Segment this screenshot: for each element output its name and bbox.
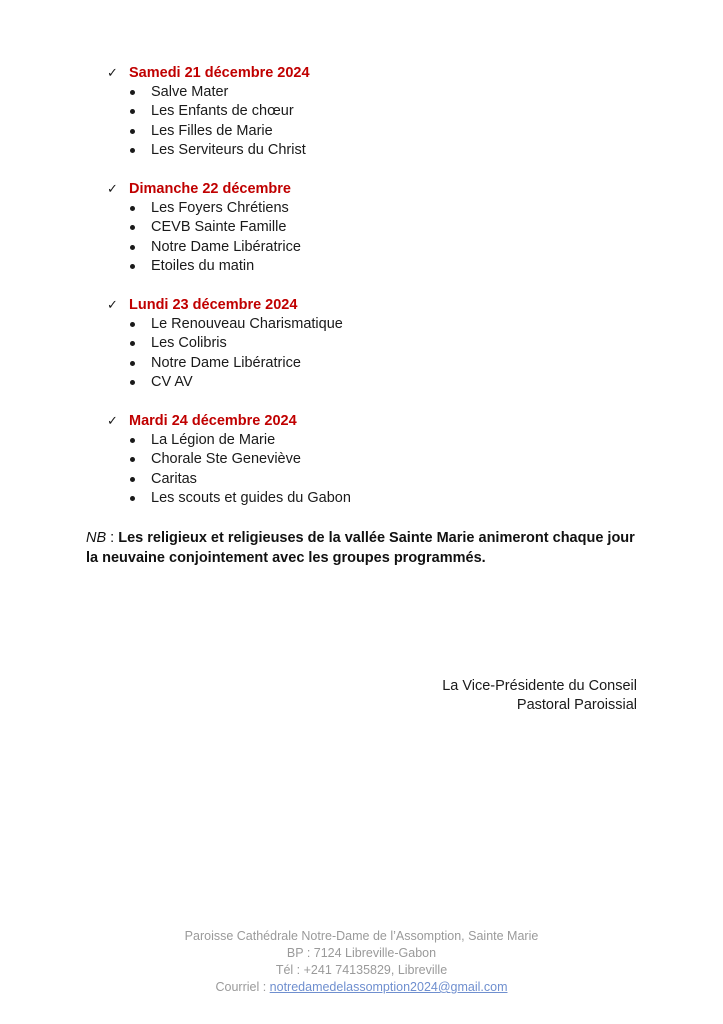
list-item: [107, 218, 627, 237]
list-item: [107, 489, 627, 508]
group-name: La Légion de Marie: [151, 432, 276, 448]
bullet-icon: [130, 496, 135, 501]
bullet-icon: [130, 148, 135, 153]
list-item: [107, 354, 627, 373]
bullet-icon: [130, 129, 135, 134]
bullet-icon: [130, 206, 135, 211]
nb-note: [86, 528, 646, 568]
list-item: [107, 102, 627, 121]
list-item: [107, 122, 627, 141]
group-name: Chorale Ste Geneviève: [151, 451, 301, 468]
list-item: [107, 450, 627, 469]
group-list: [107, 315, 627, 393]
day-block-mardi: [107, 412, 627, 509]
footer-email-line: [0, 979, 723, 996]
group-name: Les Filles de Marie: [151, 122, 273, 139]
group-name: Etoiles du matin: [151, 258, 255, 275]
day-heading: [107, 64, 627, 83]
bullet-icon: [130, 457, 135, 462]
list-item: [107, 334, 627, 353]
group-list: [107, 199, 627, 277]
group-name: Notre Dame Libératrice: [151, 238, 301, 255]
footer-email-link[interactable]: notredamedelassomption2024@gmail.com: [269, 980, 508, 994]
checkmark-icon: ✓: [107, 414, 118, 429]
bullet-icon: [130, 322, 135, 327]
bullet-icon: [130, 109, 135, 114]
group-list: [107, 83, 627, 161]
day-heading: [107, 296, 627, 315]
list-item: [107, 373, 627, 392]
bullet-icon: [130, 438, 135, 443]
nb-separator: :: [106, 530, 119, 546]
day-heading: [107, 180, 627, 199]
bullet-icon: [130, 245, 135, 250]
group-name: Notre Dame Libératrice: [151, 354, 301, 371]
day-block-dimanche: [107, 180, 627, 277]
footer-postal-box: BP : 7124 Libreville-Gabon: [286, 946, 437, 960]
nb-label: NB: [86, 530, 107, 546]
bullet-icon: [130, 264, 135, 269]
signature-line-1: La Vice-Présidente du Conseil: [442, 678, 637, 694]
list-item: [107, 238, 627, 257]
list-item: [107, 315, 627, 334]
signature-block: [442, 677, 637, 715]
checkmark-icon: ✓: [107, 182, 118, 197]
footer: [0, 928, 723, 996]
group-name: Les Foyers Chrétiens: [151, 200, 289, 216]
group-name: Les Colibris: [151, 335, 227, 352]
footer-parish-name: Paroisse Cathédrale Notre-Dame de l’Assomption, Sainte Marie: [184, 929, 539, 943]
footer-phone: Tél : +241 74135829, Libreville: [275, 963, 448, 977]
day-block-lundi: [107, 296, 627, 393]
group-list: [107, 431, 627, 509]
bullet-icon: [130, 361, 135, 366]
bullet-icon: [130, 225, 135, 230]
group-name: CV AV: [151, 374, 193, 391]
group-name: Les Serviteurs du Christ: [151, 142, 306, 159]
footer-email-label: Courriel :: [215, 980, 270, 994]
group-name: Salve Mater: [151, 84, 229, 100]
group-name: Les Enfants de chœur: [151, 103, 294, 120]
checkmark-icon: ✓: [107, 66, 118, 81]
group-name: Le Renouveau Charismatique: [151, 316, 343, 332]
nb-text: Les religieux et religieuses de la vallée Sainte Marie animeront chaque jour la neuvaine conjointement avec les groupes programmés.: [86, 530, 635, 566]
bullet-icon: [130, 90, 135, 95]
day-title: Mardi 24 décembre 2024: [129, 413, 297, 429]
day-block-samedi: [107, 64, 627, 161]
list-item: [107, 83, 627, 102]
group-name: Les scouts et guides du Gabon: [151, 490, 351, 507]
checkmark-icon: ✓: [107, 298, 118, 313]
group-name: Caritas: [151, 470, 197, 487]
bullet-icon: [130, 341, 135, 346]
day-title: Samedi 21 décembre 2024: [129, 65, 310, 81]
bullet-icon: [130, 477, 135, 482]
day-heading: [107, 412, 627, 431]
group-name: CEVB Sainte Famille: [151, 219, 287, 236]
bullet-icon: [130, 380, 135, 385]
list-item: [107, 141, 627, 160]
signature-line-2: Pastoral Paroissial: [516, 697, 637, 713]
list-item: [107, 470, 627, 489]
day-title: Lundi 23 décembre 2024: [129, 297, 298, 313]
day-title: Dimanche 22 décembre: [129, 181, 291, 197]
list-item: [107, 431, 627, 450]
list-item: [107, 199, 627, 218]
list-item: [107, 257, 627, 276]
